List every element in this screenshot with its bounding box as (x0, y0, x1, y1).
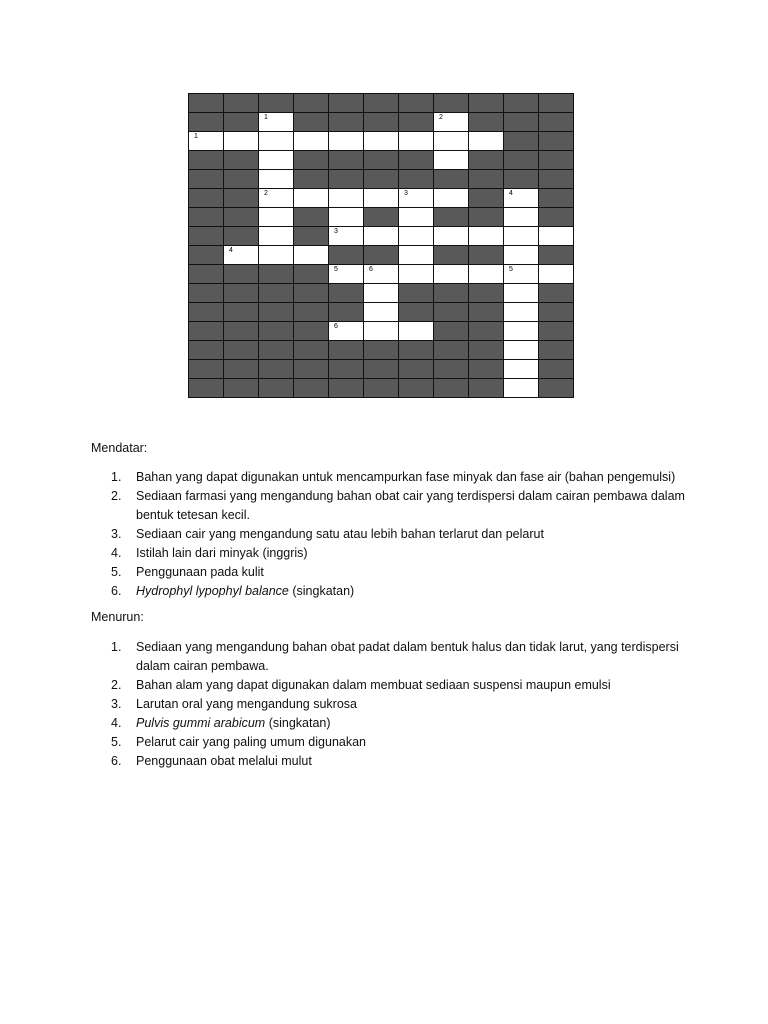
grid-cell-open[interactable] (434, 113, 469, 132)
clue-text: Sediaan yang mengandung bahan obat padat dalam bentuk halus dan tidak larut, yang terdispersi dalam cairan pembawa. (136, 640, 679, 673)
grid-cell-blocked (539, 246, 574, 265)
clue-text: Istilah lain dari minyak (inggris) (136, 546, 308, 560)
grid-cell-blocked (539, 151, 574, 170)
grid-cell-blocked (259, 265, 294, 284)
grid-cell-blocked (259, 322, 294, 341)
clue-number: 1. (111, 470, 122, 484)
clue-number-label: 3 (404, 190, 408, 197)
grid-cell-blocked (329, 94, 364, 113)
grid-row (189, 208, 574, 227)
grid-cell-open[interactable] (399, 189, 434, 208)
grid-row (189, 94, 574, 113)
grid-cell-open[interactable] (364, 322, 399, 341)
grid-cell-open[interactable] (329, 265, 364, 284)
grid-cell-blocked (224, 170, 259, 189)
grid-cell-blocked (504, 94, 539, 113)
grid-cell-open[interactable] (259, 189, 294, 208)
grid-cell-open[interactable] (364, 132, 399, 151)
grid-cell-open[interactable] (504, 208, 539, 227)
grid-cell-blocked (539, 132, 574, 151)
grid-cell-open[interactable] (434, 227, 469, 246)
grid-cell-blocked (224, 303, 259, 322)
grid-cell-open[interactable] (504, 341, 539, 360)
grid-cell-open[interactable] (329, 227, 364, 246)
clue-text: (singkatan) (265, 716, 331, 730)
across-clue-6 (111, 582, 711, 601)
grid-cell-open[interactable] (259, 227, 294, 246)
grid-cell-open[interactable] (364, 265, 399, 284)
down-clue-list (111, 638, 711, 771)
grid-cell-blocked (224, 341, 259, 360)
clue-text: Larutan oral yang mengandung sukrosa (136, 697, 357, 711)
clue-text: Bahan alam yang dapat digunakan dalam membuat sediaan suspensi maupun emulsi (136, 678, 611, 692)
grid-row (189, 322, 574, 341)
grid-row (189, 151, 574, 170)
grid-cell-open[interactable] (399, 246, 434, 265)
grid-cell-open[interactable] (399, 227, 434, 246)
clue-number-label: 4 (509, 190, 513, 197)
clue-number: 1. (111, 640, 122, 654)
grid-cell-blocked (329, 246, 364, 265)
grid-cell-blocked (189, 227, 224, 246)
grid-cell-blocked (294, 360, 329, 379)
down-clue-3 (111, 695, 711, 714)
grid-cell-blocked (539, 284, 574, 303)
grid-row (189, 303, 574, 322)
clue-number: 4. (111, 716, 122, 730)
grid-cell-blocked (189, 360, 224, 379)
grid-cell-open[interactable] (329, 189, 364, 208)
grid-cell-blocked (189, 170, 224, 189)
grid-cell-blocked (224, 284, 259, 303)
grid-cell-blocked (189, 284, 224, 303)
grid-cell-blocked (434, 322, 469, 341)
grid-cell-blocked (539, 322, 574, 341)
grid-cell-blocked (364, 94, 399, 113)
grid-row (189, 379, 574, 398)
grid-cell-blocked (259, 379, 294, 398)
grid-cell-open[interactable] (399, 265, 434, 284)
grid-cell-blocked (224, 94, 259, 113)
down-clue-2 (111, 676, 711, 695)
clue-number-label: 1 (264, 114, 268, 121)
grid-cell-open[interactable] (504, 189, 539, 208)
grid-cell-open[interactable] (329, 322, 364, 341)
grid-cell-blocked (504, 151, 539, 170)
grid-cell-blocked (539, 94, 574, 113)
grid-cell-blocked (539, 303, 574, 322)
grid-cell-blocked (329, 170, 364, 189)
across-clue-5 (111, 563, 711, 582)
grid-cell-blocked (189, 113, 224, 132)
grid-cell-open[interactable] (259, 170, 294, 189)
grid-cell-blocked (189, 189, 224, 208)
grid-cell-blocked (294, 341, 329, 360)
clue-number: 6. (111, 754, 122, 768)
grid-cell-open[interactable] (434, 189, 469, 208)
clue-number-label: 2 (439, 114, 443, 121)
grid-cell-blocked (189, 322, 224, 341)
grid-cell-blocked (189, 341, 224, 360)
grid-cell-blocked (469, 208, 504, 227)
grid-cell-blocked (294, 379, 329, 398)
grid-cell-blocked (399, 94, 434, 113)
grid-cell-blocked (399, 113, 434, 132)
clue-number-label: 4 (229, 247, 233, 254)
grid-cell-open[interactable] (294, 132, 329, 151)
grid-cell-blocked (469, 189, 504, 208)
clue-number-label: 2 (264, 190, 268, 197)
grid-cell-blocked (434, 208, 469, 227)
grid-cell-open[interactable] (539, 227, 574, 246)
clue-number-label: 3 (334, 228, 338, 235)
clue-text: (singkatan) (288, 584, 355, 598)
grid-cell-blocked (434, 360, 469, 379)
grid-cell-open[interactable] (259, 208, 294, 227)
grid-cell-open[interactable] (224, 246, 259, 265)
down-clue-4 (111, 714, 711, 733)
grid-cell-blocked (504, 170, 539, 189)
grid-cell-open[interactable] (504, 303, 539, 322)
grid-cell-blocked (434, 170, 469, 189)
across-clue-4 (111, 544, 711, 563)
down-clue-1 (111, 638, 711, 676)
grid-cell-open[interactable] (294, 189, 329, 208)
grid-cell-blocked (224, 208, 259, 227)
clue-number: 2. (111, 489, 122, 503)
grid-cell-blocked (364, 341, 399, 360)
grid-cell-open[interactable] (294, 246, 329, 265)
grid-row (189, 246, 574, 265)
grid-cell-blocked (364, 246, 399, 265)
grid-cell-open[interactable] (399, 208, 434, 227)
grid-cell-blocked (539, 379, 574, 398)
grid-cell-blocked (469, 94, 504, 113)
grid-cell-blocked (329, 284, 364, 303)
grid-row (189, 284, 574, 303)
grid-row (189, 132, 574, 151)
grid-cell-blocked (469, 170, 504, 189)
grid-cell-blocked (399, 341, 434, 360)
grid-cell-blocked (364, 170, 399, 189)
grid-cell-blocked (399, 170, 434, 189)
grid-cell-blocked (329, 303, 364, 322)
clue-number-label: 5 (509, 266, 513, 273)
grid-cell-blocked (469, 379, 504, 398)
grid-cell-open[interactable] (364, 189, 399, 208)
grid-cell-open[interactable] (329, 132, 364, 151)
grid-cell-blocked (294, 113, 329, 132)
grid-cell-blocked (364, 208, 399, 227)
grid-cell-open[interactable] (539, 265, 574, 284)
grid-cell-blocked (504, 113, 539, 132)
across-clue-1 (111, 468, 711, 487)
grid-cell-blocked (189, 151, 224, 170)
clue-number: 3. (111, 527, 122, 541)
grid-cell-blocked (294, 303, 329, 322)
grid-cell-blocked (469, 341, 504, 360)
across-clue-list (111, 468, 711, 601)
across-clue-2 (111, 487, 711, 525)
grid-cell-open[interactable] (434, 265, 469, 284)
grid-cell-open[interactable] (329, 208, 364, 227)
grid-cell-blocked (259, 341, 294, 360)
clue-number-label: 1 (194, 133, 198, 140)
grid-cell-blocked (399, 284, 434, 303)
grid-cell-blocked (224, 265, 259, 284)
grid-cell-blocked (329, 360, 364, 379)
crossword-grid (188, 93, 574, 398)
grid-cell-open[interactable] (364, 227, 399, 246)
grid-cell-blocked (434, 94, 469, 113)
grid-cell-blocked (294, 94, 329, 113)
grid-cell-blocked (294, 170, 329, 189)
grid-cell-blocked (539, 170, 574, 189)
grid-cell-blocked (364, 151, 399, 170)
down-heading: Menurun: (91, 610, 144, 624)
grid-cell-blocked (469, 322, 504, 341)
clue-number: 6. (111, 584, 122, 598)
grid-cell-blocked (294, 284, 329, 303)
grid-cell-blocked (399, 360, 434, 379)
grid-cell-blocked (434, 379, 469, 398)
grid-cell-blocked (294, 227, 329, 246)
grid-cell-open[interactable] (504, 246, 539, 265)
grid-cell-open[interactable] (399, 132, 434, 151)
clue-text: Penggunaan obat melalui mulut (136, 754, 312, 768)
grid-row (189, 170, 574, 189)
grid-cell-open[interactable] (504, 322, 539, 341)
grid-cell-blocked (294, 151, 329, 170)
grid-cell-blocked (294, 208, 329, 227)
grid-cell-blocked (504, 132, 539, 151)
grid-cell-open[interactable] (469, 227, 504, 246)
grid-cell-blocked (469, 360, 504, 379)
grid-cell-blocked (259, 303, 294, 322)
grid-cell-open[interactable] (504, 284, 539, 303)
clue-number: 2. (111, 678, 122, 692)
grid-cell-blocked (539, 360, 574, 379)
grid-cell-blocked (294, 265, 329, 284)
grid-cell-blocked (224, 189, 259, 208)
grid-cell-open[interactable] (469, 132, 504, 151)
clue-number-label: 6 (334, 323, 338, 330)
grid-cell-open[interactable] (259, 113, 294, 132)
grid-cell-open[interactable] (259, 132, 294, 151)
grid-cell-blocked (539, 189, 574, 208)
grid-row (189, 341, 574, 360)
grid-row (189, 360, 574, 379)
grid-cell-open[interactable] (364, 303, 399, 322)
clue-number-label: 6 (369, 266, 373, 273)
grid-cell-blocked (399, 303, 434, 322)
grid-cell-blocked (189, 208, 224, 227)
grid-cell-open[interactable] (224, 132, 259, 151)
grid-cell-blocked (224, 379, 259, 398)
grid-cell-blocked (469, 284, 504, 303)
grid-cell-open[interactable] (364, 284, 399, 303)
clue-text-italic: Hydrophyl lypophyl balance (136, 584, 289, 598)
clue-number: 5. (111, 565, 122, 579)
grid-cell-open[interactable] (504, 379, 539, 398)
grid-cell-open[interactable] (434, 132, 469, 151)
grid-cell-blocked (259, 284, 294, 303)
grid-row (189, 189, 574, 208)
grid-cell-blocked (539, 208, 574, 227)
grid-cell-blocked (469, 303, 504, 322)
grid-cell-blocked (434, 284, 469, 303)
grid-cell-blocked (364, 113, 399, 132)
clue-text: Bahan yang dapat digunakan untuk mencampurkan fase minyak dan fase air (bahan pengemulsi) (136, 470, 676, 484)
grid-cell-blocked (469, 113, 504, 132)
grid-row (189, 113, 574, 132)
grid-cell-blocked (364, 360, 399, 379)
grid-cell-blocked (294, 322, 329, 341)
grid-cell-blocked (189, 94, 224, 113)
across-clue-3 (111, 525, 711, 544)
grid-cell-blocked (329, 379, 364, 398)
grid-cell-blocked (364, 379, 399, 398)
grid-cell-blocked (434, 341, 469, 360)
grid-cell-blocked (539, 341, 574, 360)
clue-number: 5. (111, 735, 122, 749)
grid-cell-blocked (224, 113, 259, 132)
grid-cell-open[interactable] (504, 265, 539, 284)
grid-cell-open[interactable] (399, 322, 434, 341)
clue-number: 3. (111, 697, 122, 711)
grid-cell-blocked (434, 303, 469, 322)
down-clue-6 (111, 752, 711, 771)
grid-cell-open[interactable] (259, 246, 294, 265)
clue-text-italic: Pulvis gummi arabicum (136, 716, 266, 730)
grid-cell-blocked (224, 227, 259, 246)
grid-cell-blocked (189, 246, 224, 265)
grid-cell-blocked (224, 360, 259, 379)
clue-text: Pelarut cair yang paling umum digunakan (136, 735, 366, 749)
grid-cell-blocked (434, 246, 469, 265)
clue-number-label: 5 (334, 266, 338, 273)
across-heading: Mendatar: (91, 441, 148, 455)
clue-text: Penggunaan pada kulit (136, 565, 264, 579)
clue-text: Sediaan cair yang mengandung satu atau lebih bahan terlarut dan pelarut (136, 527, 544, 541)
grid-cell-open[interactable] (469, 265, 504, 284)
grid-cell-blocked (399, 151, 434, 170)
down-clue-5 (111, 733, 711, 752)
clue-number: 4. (111, 546, 122, 560)
grid-cell-blocked (189, 303, 224, 322)
grid-cell-open[interactable] (504, 227, 539, 246)
clue-text: Sediaan farmasi yang mengandung bahan obat cair yang terdispersi dalam cairan pembawa dalam bentuk tetesan kecil. (136, 489, 685, 522)
grid-cell-blocked (329, 113, 364, 132)
grid-cell-blocked (399, 379, 434, 398)
grid-row (189, 265, 574, 284)
grid-cell-blocked (329, 151, 364, 170)
grid-cell-blocked (469, 246, 504, 265)
grid-cell-blocked (329, 341, 364, 360)
grid-cell-blocked (189, 265, 224, 284)
grid-cell-blocked (259, 94, 294, 113)
grid-cell-open[interactable] (504, 360, 539, 379)
grid-cell-blocked (224, 322, 259, 341)
grid-cell-open[interactable] (189, 132, 224, 151)
grid-cell-open[interactable] (434, 151, 469, 170)
grid-row (189, 227, 574, 246)
grid-cell-blocked (469, 151, 504, 170)
grid-cell-blocked (224, 151, 259, 170)
grid-cell-open[interactable] (259, 151, 294, 170)
grid-cell-blocked (259, 360, 294, 379)
grid-cell-blocked (539, 113, 574, 132)
grid-cell-blocked (189, 379, 224, 398)
